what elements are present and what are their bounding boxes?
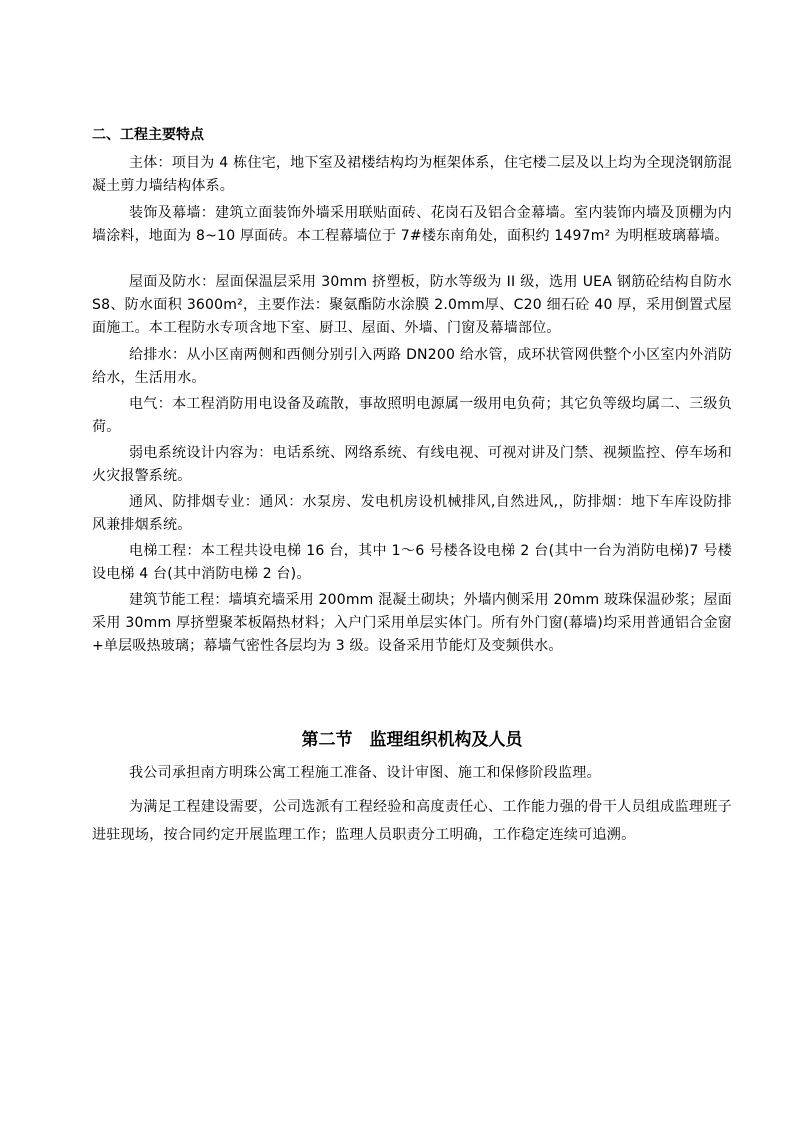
subheading-project-features: 二、工程主要特点: [92, 127, 204, 143]
paragraph-roof-waterproofing: 屋面及防水：屋面保温层采用 30mm 挤塑板，防水等级为 II 级，选用 UEA 钢筋砼结构自防水 S8、防水面积 3600m²，主要作法：聚氨酯防水涂膜 2.0mm厚、C20 细石砼 40 厚，采用倒置式屋面施工。本工程防水专项含地下室、厨卫、屋面、外墙、门窗及幕墙部位。: [92, 274, 732, 336]
paragraph-decoration-curtain-wall: 装饰及幕墙：建筑立面装饰外墙采用联贴面砖、花岗石及铝合金幕墙。室内装饰内墙及顶棚为内墙涂料，地面为 8~10 厚面砖。本工程幕墙位于 7#楼东南角处，面积约 1497m² 为明框玻璃幕墙。: [92, 205, 732, 244]
paragraph-ventilation: 通风、防排烟专业：通风：水泵房、发电机房设机械排风,自然进风,，防排烟：地下车库设防排风兼排烟系统。: [92, 494, 732, 533]
paragraph-weak-current: 弱电系统设计内容为：电话系统、网络系统、有线电视、可视对讲及门禁、视频监控、停车场和火灾报警系统。: [92, 445, 732, 484]
section-title: 第二节 监理组织机构及人员: [301, 730, 523, 750]
paragraph-supervision-team: 为满足工程建设需要，公司选派有工程经验和高度责任心、工作能力强的骨干人员组成监理班子进驻现场，按合同约定开展监理工作；监理人员职责分工明确，工作稳定连续可追溯。: [92, 799, 732, 843]
paragraph-elevator: 电梯工程：本工程共设电梯 16 台，其中 1～6 号楼各设电梯 2 台(其中一台为消防电梯)7 号楼设电梯 4 台(其中消防电梯 2 台)。: [92, 543, 732, 582]
paragraph-energy-saving: 建筑节能工程：墙填充墙采用 200mm 混凝土砌块；外墙内侧采用 20mm 玻珠保温砂浆；屋面采用 30mm 厚挤塑聚苯板隔热材料；入户门采用单层实体门。所有外门窗(幕墙)均采用普通铝合金窗+单层吸热玻璃；幕墙气密性各层均为 3 级。设备采用节能灯及变频供水。: [92, 592, 732, 654]
paragraph-water-supply-drainage: 给排水：从小区南两侧和西侧分别引入两路 DN200 给水管，成环状管网供整个小区室内外消防给水，生活用水。: [92, 347, 732, 386]
paragraph-electrical: 电气：本工程消防用电设备及疏散，事故照明电源属一级用电负荷；其它负等级均属二、三级负荷。: [92, 396, 732, 435]
paragraph-supervision-scope: 我公司承担南方明珠公寓工程施工准备、设计审图、施工和保修阶段监理。: [129, 765, 601, 781]
paragraph-structure: 主体：项目为 4 栋住宅，地下室及裙楼结构均为框架体系，住宅楼二层及以上均为全现浇钢筋混凝土剪力墙结构体系。: [92, 155, 732, 194]
